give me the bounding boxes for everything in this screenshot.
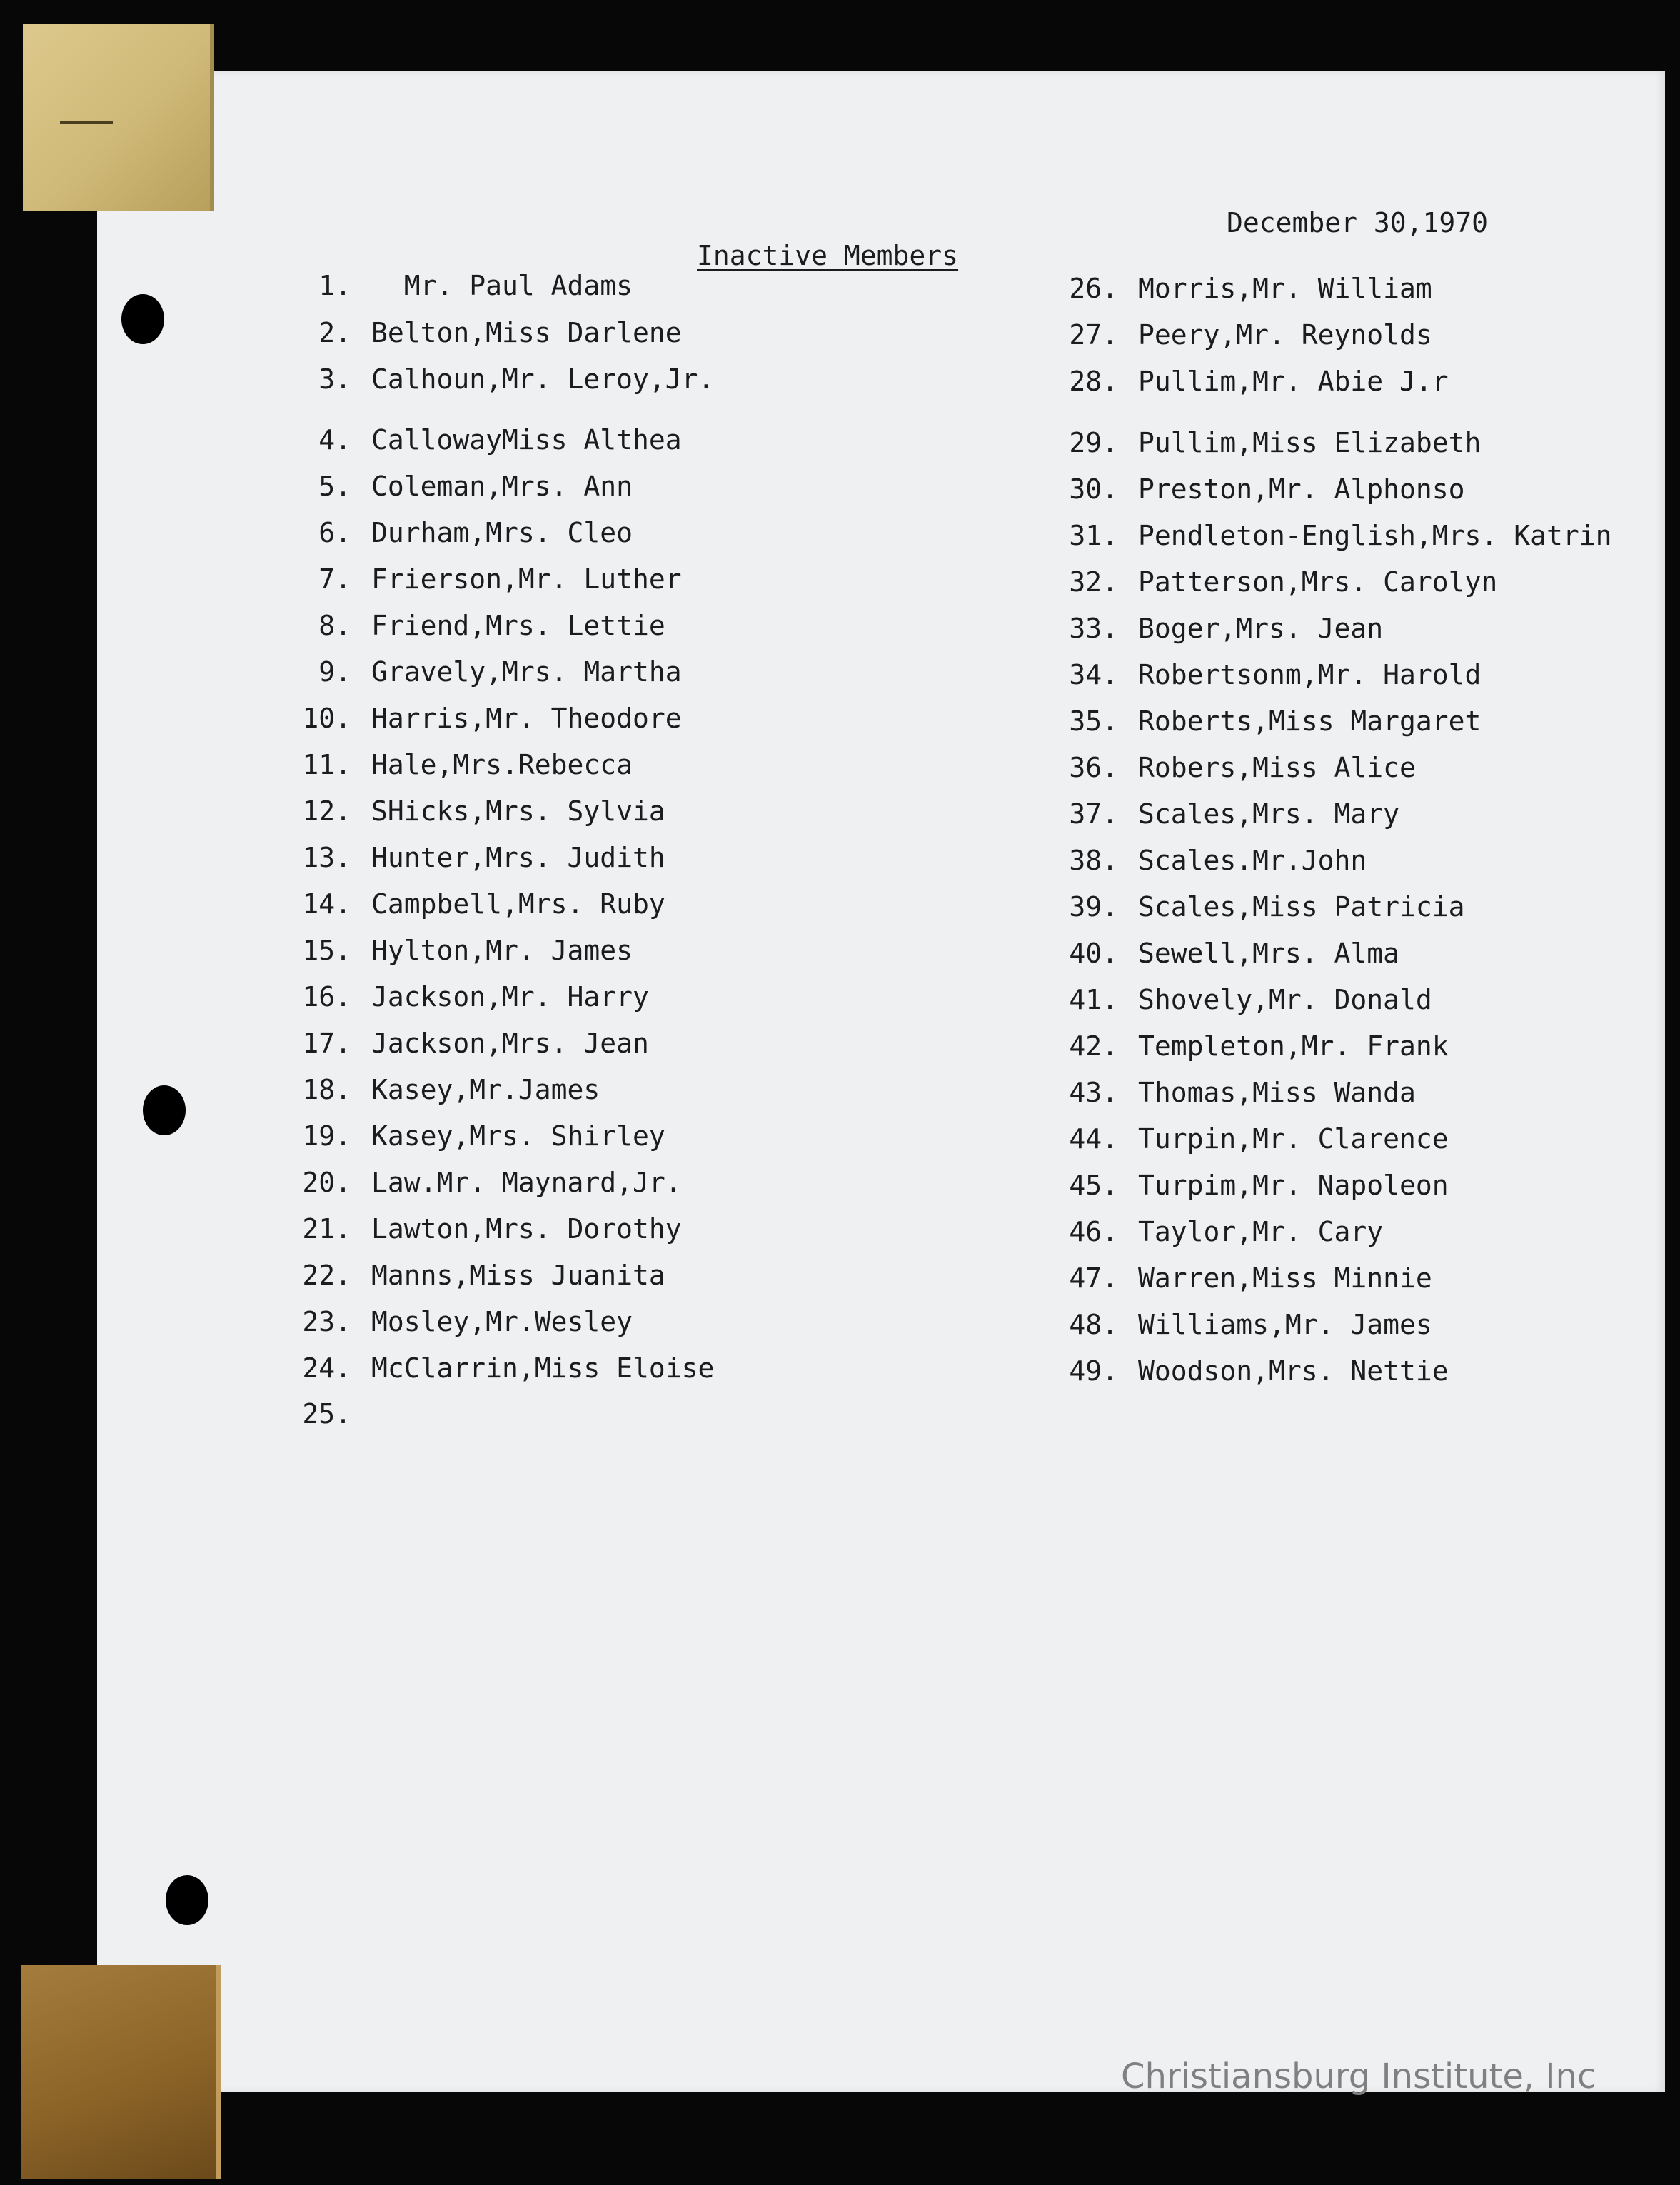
member-name: Pullim,Miss Elizabeth (1138, 427, 1482, 458)
member-name: Turpim,Mr. Napoleon (1138, 1170, 1449, 1201)
entry-number: 46. (1069, 1216, 1118, 1247)
member-entry (1047, 366, 1449, 397)
entry-number: 21. (302, 1213, 351, 1245)
member-entry (1047, 1030, 1449, 1062)
entry-number: 1. (318, 270, 351, 301)
entry-number: 35. (1069, 705, 1118, 737)
member-entry (1047, 1170, 1449, 1201)
entry-number: 41. (1069, 984, 1118, 1015)
punch-hole (121, 294, 164, 344)
member-name: Frierson,Mr. Luther (371, 563, 682, 595)
entry-number: 18. (302, 1074, 351, 1105)
member-entry (280, 749, 633, 780)
member-name: Roberts,Miss Margaret (1138, 705, 1482, 737)
entry-number: 34. (1069, 659, 1118, 690)
document-title: Inactive Members (697, 240, 959, 271)
member-name: Warren,Miss Minnie (1138, 1262, 1432, 1294)
member-name: Scales,Miss Patricia (1138, 891, 1465, 923)
member-name: Hale,Mrs.Rebecca (371, 749, 633, 780)
member-entry (280, 981, 649, 1013)
entry-number: 9. (318, 656, 351, 688)
member-name: Williams,Mr. James (1138, 1309, 1432, 1340)
member-entry (1047, 319, 1432, 351)
entry-number: 10. (302, 703, 351, 734)
member-name: Harris,Mr. Theodore (371, 703, 682, 734)
member-entry (280, 517, 633, 548)
entry-number: 32. (1069, 566, 1118, 598)
member-name: Sewell,Mrs. Alma (1138, 938, 1400, 969)
member-name: Friend,Mrs. Lettie (371, 610, 665, 641)
entry-number: 48. (1069, 1309, 1118, 1340)
entry-number: 6. (318, 517, 351, 548)
member-name: Lawton,Mrs. Dorothy (371, 1213, 682, 1245)
member-name: Pendleton-English,Mrs. Katrin (1138, 520, 1612, 551)
member-entry (280, 363, 714, 395)
entry-number: 3. (318, 363, 351, 395)
member-name: Robers,Miss Alice (1138, 752, 1416, 783)
entry-number: 38. (1069, 845, 1118, 876)
member-entry (280, 935, 633, 966)
binder-clip-top (23, 24, 214, 211)
member-name: Jackson,Mrs. Jean (371, 1028, 649, 1059)
entry-number: 12. (302, 795, 351, 827)
member-name: Templeton,Mr. Frank (1138, 1030, 1449, 1062)
member-entry (280, 656, 682, 688)
member-entry (1047, 798, 1399, 830)
entry-number: 23. (302, 1306, 351, 1337)
entry-number: 42. (1069, 1030, 1118, 1062)
clip-mark (60, 121, 113, 124)
entry-number: 31. (1069, 520, 1118, 551)
member-name: Taylor,Mr. Cary (1138, 1216, 1384, 1247)
member-name: Woodson,Mrs. Nettie (1138, 1355, 1449, 1387)
member-entry (280, 563, 682, 595)
member-entry (280, 1213, 682, 1245)
member-entry (280, 424, 682, 456)
member-entry (280, 471, 633, 502)
member-name: Turpin,Mr. Clarence (1138, 1123, 1449, 1155)
member-entry (280, 1074, 600, 1105)
member-name: Morris,Mr. William (1138, 273, 1432, 304)
member-name: Hunter,Mrs. Judith (371, 842, 665, 873)
entry-number: 20. (302, 1167, 351, 1198)
entry-number: 13. (302, 842, 351, 873)
entry-number: 49. (1069, 1355, 1118, 1387)
member-name: Campbell,Mrs. Ruby (371, 888, 665, 920)
member-name: Mr. Paul Adams (371, 270, 633, 301)
entry-number: 30. (1069, 473, 1118, 505)
punch-hole (166, 1875, 208, 1925)
member-name: Shovely,Mr. Donald (1138, 984, 1432, 1015)
entry-number: 43. (1069, 1077, 1118, 1108)
binder-clip-bottom (21, 1965, 221, 2179)
entry-number: 28. (1069, 366, 1118, 397)
member-name: Gravely,Mrs. Martha (371, 656, 682, 688)
member-entry (1047, 273, 1432, 304)
entry-number: 14. (302, 888, 351, 920)
member-entry (1047, 659, 1481, 690)
entry-number: 11. (302, 749, 351, 780)
entry-number: 36. (1069, 752, 1118, 783)
member-entry (280, 1306, 633, 1337)
member-entry (280, 795, 665, 827)
entry-number: 25. (302, 1398, 351, 1430)
entry-number: 44. (1069, 1123, 1118, 1155)
entry-number: 2. (318, 317, 351, 348)
entry-number: 8. (318, 610, 351, 641)
member-name: Boger,Mrs. Jean (1138, 613, 1384, 644)
member-entry (1047, 891, 1465, 923)
entry-number: 39. (1069, 891, 1118, 923)
member-name: Preston,Mr. Alphonso (1138, 473, 1465, 505)
member-entry (280, 1167, 682, 1198)
entry-number: 45. (1069, 1170, 1118, 1201)
member-name: Patterson,Mrs. Carolyn (1138, 566, 1498, 598)
entry-number: 33. (1069, 613, 1118, 644)
entry-number: 24. (302, 1352, 351, 1384)
member-name: Scales.Mr.John (1138, 845, 1367, 876)
member-name: McClarrin,Miss Eloise (371, 1352, 715, 1384)
member-name: CallowayMiss Althea (371, 424, 682, 456)
member-name: Manns,Miss Juanita (371, 1260, 665, 1291)
entry-number: 47. (1069, 1262, 1118, 1294)
member-name: Peery,Mr. Reynolds (1138, 319, 1432, 351)
member-entry (1047, 984, 1432, 1015)
member-entry (280, 1028, 649, 1059)
member-entry (280, 1352, 714, 1384)
entry-number: 4. (318, 424, 351, 456)
member-entry (1047, 520, 1611, 551)
member-entry (280, 703, 682, 734)
entry-number: 16. (302, 981, 351, 1013)
member-entry (1047, 1262, 1432, 1294)
member-name: Law.Mr. Maynard,Jr. (371, 1167, 682, 1198)
member-entry (1047, 1216, 1383, 1247)
entry-number: 22. (302, 1260, 351, 1291)
member-entry (280, 1120, 665, 1152)
member-entry (1047, 705, 1481, 737)
member-name: Pullim,Mr. Abie J.r (1138, 366, 1449, 397)
member-entry (1047, 752, 1416, 783)
member-name: Kasey,Mr.James (371, 1074, 600, 1105)
member-name: Mosley,Mr.Wesley (371, 1306, 633, 1337)
member-name: Thomas,Miss Wanda (1138, 1077, 1416, 1108)
entry-number: 26. (1069, 273, 1118, 304)
member-entry (280, 270, 633, 301)
entry-number: 19. (302, 1120, 351, 1152)
entry-number: 5. (318, 471, 351, 502)
member-entry (1047, 1123, 1449, 1155)
member-entry (1047, 427, 1481, 458)
member-entry (1047, 566, 1497, 598)
member-name: Calhoun,Mr. Leroy,Jr. (371, 363, 715, 395)
entry-number: 40. (1069, 938, 1118, 969)
member-entry (1047, 613, 1383, 644)
punch-hole (143, 1085, 186, 1135)
member-name: Durham,Mrs. Cleo (371, 517, 633, 548)
member-name: Belton,Miss Darlene (371, 317, 682, 348)
member-entry (280, 888, 665, 920)
member-entry (280, 1260, 665, 1291)
entry-number: 17. (302, 1028, 351, 1059)
member-entry (280, 317, 682, 348)
member-name: SHicks,Mrs. Sylvia (371, 795, 665, 827)
member-name: Robertsonm,Mr. Harold (1138, 659, 1482, 690)
member-entry (1047, 473, 1465, 505)
entry-number: 37. (1069, 798, 1118, 830)
entry-number: 7. (318, 563, 351, 595)
member-entry (280, 842, 665, 873)
member-entry (1047, 1077, 1416, 1108)
member-entry (1047, 1355, 1449, 1387)
member-entry (1047, 938, 1399, 969)
document-date: December 30,1970 (1227, 207, 1489, 238)
member-entry (280, 610, 665, 641)
member-name: Scales,Mrs. Mary (1138, 798, 1400, 830)
watermark: Christiansburg Institute, Inc (1121, 2056, 1596, 2096)
member-entry (1047, 1309, 1432, 1340)
entry-number: 29. (1069, 427, 1118, 458)
entry-number: 27. (1069, 319, 1118, 351)
member-entry (1047, 845, 1367, 876)
member-entry (280, 1398, 371, 1430)
entry-number: 15. (302, 935, 351, 966)
member-name: Kasey,Mrs. Shirley (371, 1120, 665, 1152)
member-name: Jackson,Mr. Harry (371, 981, 649, 1013)
member-name: Coleman,Mrs. Ann (371, 471, 633, 502)
member-name: Hylton,Mr. James (371, 935, 633, 966)
